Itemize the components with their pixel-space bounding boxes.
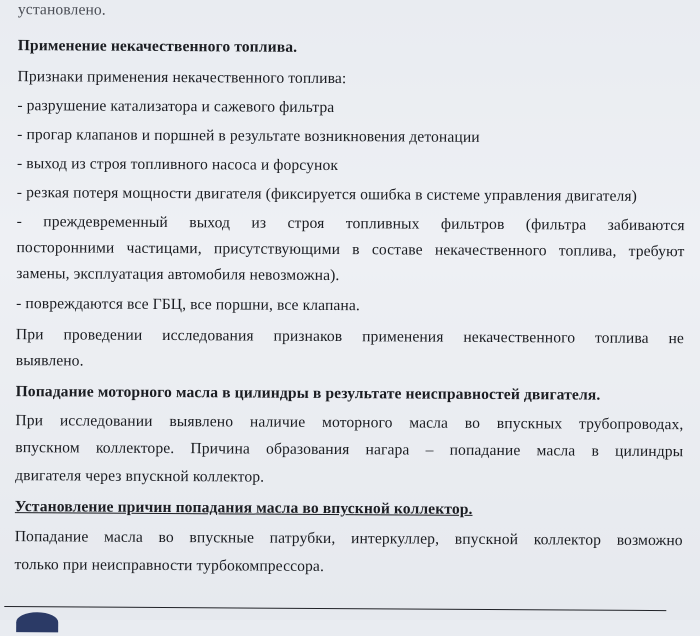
list-item: - повреждаются все ГБЦ, все поршни, все клапана. xyxy=(16,295,360,315)
section-heading-oil-cause: Установление причин попадания масла во впускной коллектор. xyxy=(14,498,473,518)
list-item: - резкая потеря мощности двигателя (фиксируется ошибка в системе управления двигателя) xyxy=(16,184,638,205)
paragraph: Попадание масла во впускные патрубки, интеркуллер, впускной коллектор возможно xyxy=(14,528,683,550)
list-item: - выход из строя топливного насоса и форсунок xyxy=(16,155,339,175)
conclusion-paragraph-end: выявлено. xyxy=(15,352,84,370)
list-item: - прогар клапанов и поршней в результате возникновения детонации xyxy=(17,126,480,146)
list-item-continuation: посторонними частицами, присутствующими в составе некачественного топлива, требуют xyxy=(16,239,685,261)
conclusion-paragraph: При проведении исследования признаков применения некачественного топлива не xyxy=(15,326,684,348)
paragraph-end: только при неисправности турбокомпрессора. xyxy=(14,556,325,575)
paragraph: впускном коллекторе. Причина образования нагара – попадание масла в цилиндры xyxy=(15,439,684,461)
seal-fragment xyxy=(16,612,58,632)
list-item: - разрушение катализатора и сажевого фильтра xyxy=(17,97,335,117)
list-item-continuation: замены, эксплуатация автомобиля невозможна). xyxy=(16,265,340,285)
section-heading-poor-fuel: Применение некачественного топлива. xyxy=(17,37,298,56)
paragraph: При исследовании выявлено наличие моторного масла во впускных трубопроводах, xyxy=(15,412,684,434)
text-line: Признаки применения некачественного топлива: xyxy=(17,68,347,88)
footer-divider xyxy=(4,606,666,611)
text-line-continuation: установлено. xyxy=(17,1,106,19)
list-item: - преждевременный выход из строя топливных фильтров (фильтра забиваются xyxy=(16,213,685,235)
section-heading-oil: Попадание моторного масла в цилиндры в результате неисправностей двигателя. xyxy=(15,383,601,404)
paragraph-end: двигателя через впускной коллектор. xyxy=(15,467,265,486)
